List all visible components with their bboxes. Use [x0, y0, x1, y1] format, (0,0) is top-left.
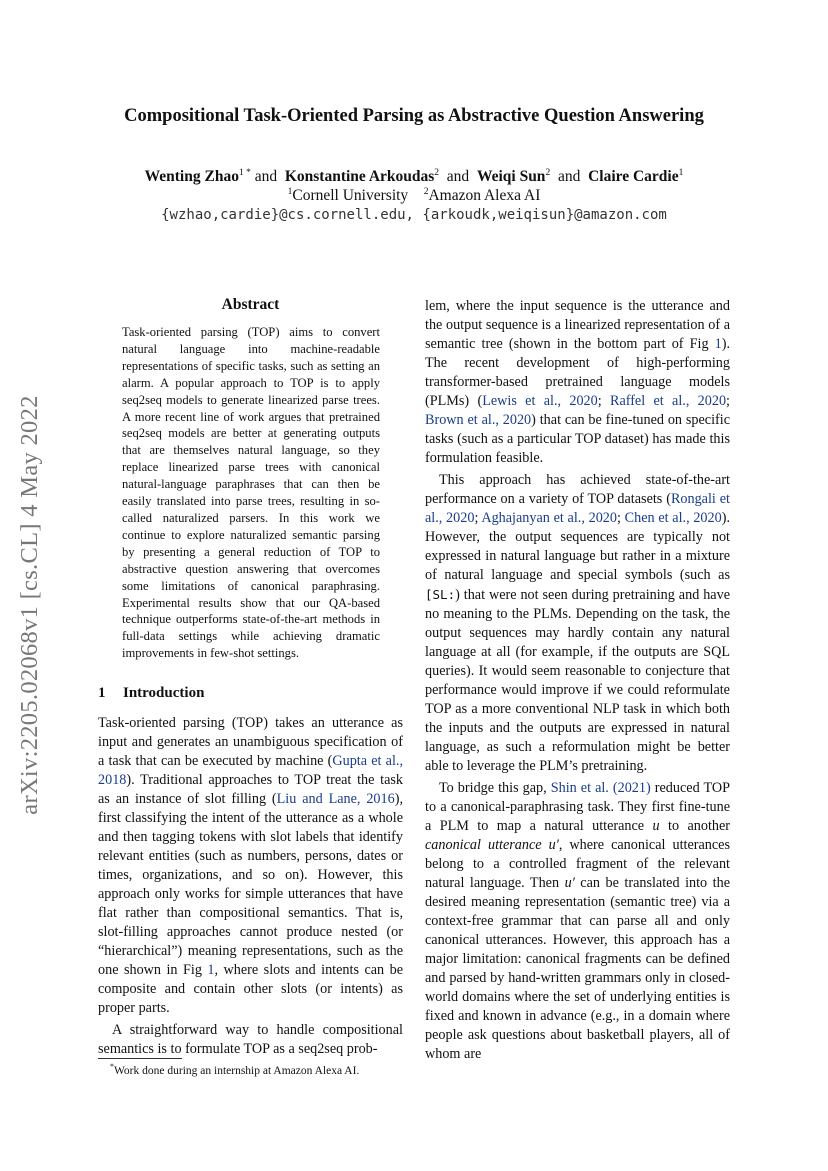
citation-link[interactable]: Brown et al., 2020	[425, 412, 532, 428]
paragraph	[425, 779, 730, 1064]
paragraph	[425, 471, 730, 776]
math-variable: u′	[564, 875, 575, 891]
citation-link[interactable]: Chen et al., 2020	[624, 510, 722, 526]
text-run: A straightforward way to handle compositional semantics is to formulate TOP as a seq2seq prob-	[98, 1022, 403, 1057]
text-run: ). However, the output sequences are typically not expressed in natural language but rather in a mixture of natural language and special symbols (such as	[425, 510, 730, 583]
author-affiliation-mark: 1	[678, 168, 684, 178]
inline-code: [SL:	[425, 587, 456, 602]
footnote-mark: *	[110, 1062, 114, 1071]
author-affiliation-mark: 1 *	[238, 168, 251, 178]
text-run: ). The recent development of high-performing transformer-based pretrained language models (PLMs) (	[425, 336, 730, 409]
author-name: Wenting Zhao	[144, 168, 239, 186]
footnote-divider	[98, 1058, 182, 1059]
figure-reference-link[interactable]: 1	[207, 962, 215, 978]
paper-title: Compositional Task-Oriented Parsing as Abstractive Question Answering	[124, 106, 704, 126]
arxiv-sidebar	[10, 365, 50, 845]
text-run: , where slots and intents can be composite and contain other slots (or intents) as proper parts.	[98, 962, 404, 1016]
left-column-body	[98, 714, 403, 1059]
text-run: reduced TOP to a canonical-paraphrasing task. They first fine-tune a PLM to map a natural utterance	[425, 780, 730, 834]
text-run: ;	[597, 393, 610, 409]
text-run: ;	[726, 393, 730, 409]
affiliations	[0, 187, 828, 205]
section-title: Introduction	[123, 685, 205, 701]
math-variable: u	[652, 818, 660, 834]
text-run: lem, where the input sequence is the utterance and the output sequence is a linearized representation of a semantic tree (shown in the bottom part of Fig	[425, 298, 730, 352]
paragraph	[98, 1021, 403, 1059]
author-joiner: and	[254, 168, 278, 186]
text-run: to another	[659, 818, 730, 834]
text-run: To bridge this gap,	[439, 780, 551, 796]
right-column-body	[425, 297, 730, 1064]
text-run: , where canonical utterances belong to a controlled fragment of the relevant natural language. Then	[425, 837, 730, 891]
citation-link[interactable]: Lewis et al., 2020	[482, 393, 598, 409]
section-number: 1	[98, 685, 106, 701]
paragraph	[425, 297, 730, 468]
citation-link[interactable]: Raffel et al., 2020	[609, 393, 727, 409]
footnote	[110, 1062, 410, 1077]
footnote-text: Work done during an internship at Amazon Alexa AI.	[114, 1064, 360, 1077]
affiliation-name: Cornell University	[292, 187, 409, 205]
math-variable: u′	[548, 837, 559, 853]
text-run: ) that were not seen during pretraining and have no meaning to the PLMs. Depending on the task, the output sequences may hardly contain any natural language at all (for example, if the outputs are SQL queries). It would seem reasonable to conjecture that performance would improve if we could reformulate TOP as a more conventional NLP task in which both the inputs and the outputs are expressed in natural language, as such a reformulation might be better able to leverage the PLM’s pretraining.	[425, 587, 730, 774]
citation-link[interactable]: Shin et al. (2021)	[550, 780, 651, 796]
text-run: ;	[474, 510, 482, 526]
author-emails: {wzhao,cardie}@cs.cornell.edu, {arkoudk,weiqisun}@amazon.com	[161, 207, 667, 223]
author-list	[0, 168, 828, 186]
author-joiner: and	[446, 168, 470, 186]
author-affiliation-mark: 2	[545, 168, 551, 178]
abstract-text: Task-oriented parsing (TOP) aims to convert natural language into machine-readable representations of specific tasks, such as setting an alarm. A popular approach to TOP is to apply seq2seq models to generate linearized parse trees. A more recent line of work argues that pretrained seq2seq models are better at generating outputs that are themselves natural language, so they replace linearized parse trees with canonical natural-language paraphrases that can then be easily translated into parse trees, resulting in so-called naturalized parsers. In this work we continue to explore naturalized semantic parsing by presenting a general reduction of TOP to abstractive question answering that overcomes some limitations of canonical paraphrasing. Experimental results show that our QA-based technique outperforms state-of-the-art methods in full-data settings while achieving dramatic improvements in few-shot settings.	[122, 325, 380, 661]
text-run: can be translated into the desired meaning representation (semantic tree) via a context-free grammar that can parse all and only canonical utterances. However, this approach has a major limitation: canonical fragments can be defined and parsed by hand-written grammars only in closed-world domains where the set of underlying entities is fixed and known in advance (e.g., in a domain where people ask questions about basketball players, all of whom are	[425, 875, 730, 1062]
author-joiner: and	[557, 168, 581, 186]
affiliation-mark: 2	[423, 187, 429, 197]
affiliation-name: Amazon Alexa AI	[428, 187, 541, 205]
author-name: Claire Cardie	[588, 168, 679, 186]
author-name: Konstantine Arkoudas	[284, 168, 435, 186]
citation-link[interactable]: Aghajanyan et al., 2020	[481, 510, 617, 526]
text-run: ) that can be fine-tuned on specific tasks (such as a particular TOP dataset) has made this formulation feasible.	[425, 412, 730, 466]
section-heading-introduction	[98, 685, 204, 702]
citation-link[interactable]: Liu and Lane, 2016	[276, 791, 395, 807]
citation-link[interactable]: Rongali et al., 2020	[425, 491, 730, 526]
citation-link[interactable]: Gupta et al., 2018	[98, 753, 403, 788]
paragraph	[98, 714, 403, 1018]
emphasis-term: canonical utterance	[425, 837, 542, 853]
text-run: ). Traditional approaches to TOP treat the task as an instance of slot filling (	[98, 772, 403, 807]
figure-reference-link[interactable]: 1	[714, 336, 722, 352]
arxiv-identifier: arXiv:2205.02068v1 [cs.CL] 4 May 2022	[16, 395, 43, 815]
author-affiliation-mark: 2	[434, 168, 440, 178]
author-name: Weiqi Sun	[476, 168, 546, 186]
affiliation-mark: 1	[287, 187, 293, 197]
abstract-heading: Abstract	[221, 296, 280, 313]
text-run: Task-oriented parsing (TOP) takes an utterance as input and generates an unambiguous specification of a task that can be executed by machine (	[98, 715, 403, 769]
text-run: ;	[616, 510, 625, 526]
text-run: ), first classifying the intent of the utterance as a whole and then tagging tokens with slot labels that identify relevant entities (such as numbers, persons, dates or times, organizations, and so on). However, this approach only works for simple utterances that have flat rather than compositional semantics. That is, slot-filling approaches cannot produce nested (or “hierarchical”) meaning representations, such as the one shown in Fig	[98, 791, 403, 978]
text-run: This approach has achieved state-of-the-art performance on a variety of TOP datasets (	[425, 472, 730, 507]
